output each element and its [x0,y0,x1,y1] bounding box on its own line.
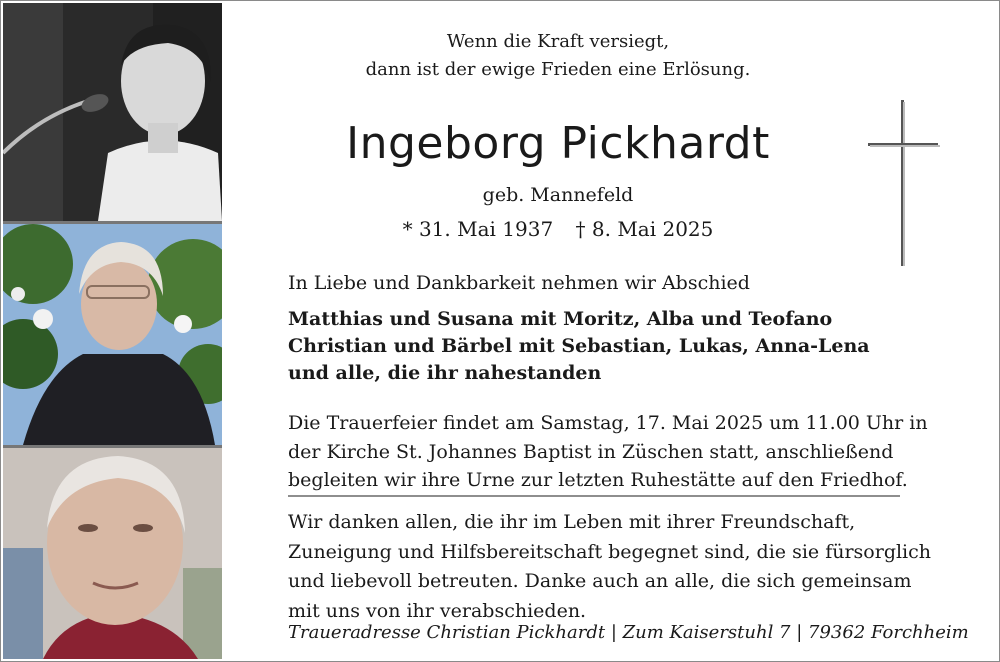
portrait-photo-young [3,3,222,221]
birth-date: * 31. Mai 1937 [402,217,554,241]
thanks-line: und liebevoll betreuten. Danke auch an alle, die sich gemeinsam [288,570,912,592]
divider [288,495,900,497]
cross-icon [868,100,940,266]
photo-column [3,3,222,659]
portrait-photo-elderly [3,448,222,659]
farewell-intro: In Liebe und Dankbarkeit nehmen wir Abschied [288,272,750,294]
life-dates [288,217,828,241]
obituary-text [228,0,998,662]
birth-name: geb. Mannefeld [482,184,634,206]
service-info [288,409,928,495]
family-line: Christian und Bärbel mit Sebastian, Lukas, Anna-Lena [288,335,870,357]
service-line: begleiten wir ihre Urne zur letzten Ruhestätte auf den Friedhof. [288,469,908,491]
family-list [288,306,870,387]
family-line: Matthias und Susana mit Moritz, Alba und Teofano [288,308,833,330]
mourning-address: Traueradresse Christian Pickhardt | Zum Kaiserstuhl 7 | 79362 Forchheim [288,622,969,643]
deceased-name: Ingeborg Pickhardt [346,118,770,169]
thanks-text [288,508,931,626]
thanks-line: Zuneigung und Hilfsbereitschaft begegnet sind, die sie fürsorglich [288,540,932,563]
thanks-line: Wir danken allen, die ihr im Leben mit ihrer Freundschaft, [288,511,856,533]
quote-line-2: dann ist der ewige Frieden eine Erlösung. [365,59,751,80]
service-line: der Kirche St. Johannes Baptist in Züschen statt, anschließend [288,440,894,463]
service-line: Die Trauerfeier findet am Samstag, 17. Mai 2025 um 11.00 Uhr in [288,412,928,434]
quote-line-1: Wenn die Kraft versiegt, [446,31,670,52]
death-date: † 8. Mai 2025 [575,217,714,241]
family-line: und alle, die ihr nahestanden [288,362,602,384]
portrait-photo-middle [3,224,222,445]
thanks-line: mit uns von ihr verabschieden. [288,599,587,622]
